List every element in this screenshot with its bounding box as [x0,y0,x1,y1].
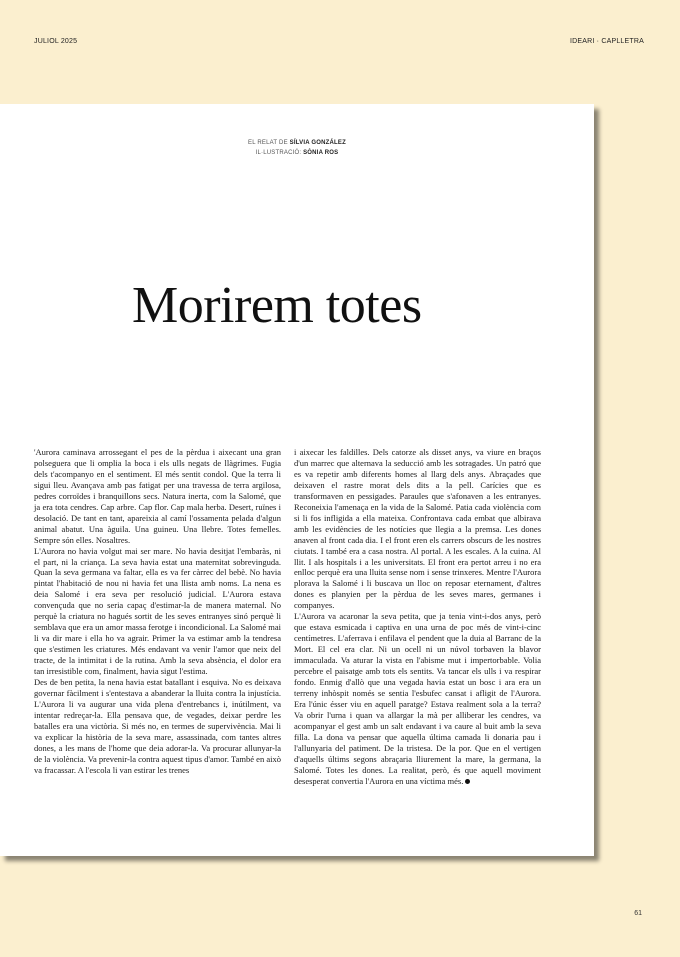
illustrator-credit [0,148,594,158]
credits [0,138,594,158]
article-card [0,104,594,856]
body-column-1 [34,447,281,776]
illustrator-label: IL·LUSTRACIÓ: [255,150,304,156]
paragraph [294,611,541,786]
author-label: EL RELAT DE [248,140,290,146]
header-section: IDEARI · CAPLLETRA [569,38,644,45]
paragraph: L'Aurora no havia volgut mai ser mare. No havia desitjat l'embaràs, ni el part, ni la criança. La seva havia estat una maternitat sobrevinguda. Quan la seva germana va faltar, ella es va fer càrrec del bebè. No havia pintat l'habitació de nou ni havia fet una llista amb noms. La nena es deia Salomé i era seva per resolució judicial. L'Aurora estava convençuda que no seria capaç d'estimar-la de manera maternal. No perquè la criatura no hagués sortit de les seves entranyes sinó perquè li semblava que era un amor massa ferotge i incondicional. La Salomé mai li va dir mare i ella ho va agrair. Primer la va estimar amb la tendresa que s'estimen les criatures. Més endavant va venir l'amor que neix del tracte, de la intimitat i de la rutina. Amb la seva absència, el dolor era tan irresistible com, finalment, havia sigut l'estima. [34,545,281,677]
illustrator-name: SÒNIA ROS [303,150,339,156]
body-column-2 [294,447,541,787]
paragraph-text: L'Aurora va acaronar la seva petita, que ja tenia vint-i-dos anys, però que estava esmicada i captiva en una urna de poc més de vint-i-cinc centímetres. L'aferrava i enfilava el pendent que la duia al Barranc de la Mort. El cel era clar. Ni un ocell ni un núvol torbaven la blavor immaculada. Va aturar la vista en l'abisme mut i impertorbable. Volia percebre el paisatge amb tots els sentits. Va tancar els ulls i va respirar fondo. Enmig d'allò que una vegada havia estat un bosc i ara era un terreny inhòspit només se sentia l'esbufec cansat i afligit de l'Aurora. Era l'únic ésser viu en aquell paratge? Estava realment sola a la terra? Va obrir l'urna i quan va allargar la mà per alliberar les cendres, va acompanyar el gest amb un salt endavant i va caure al buit amb la seva filla. La dona va pensar que aquella última camada li donaria pau i l'allunyaria del patiment. De la tristesa. De la por. Que en el vertigen d'aquells últims segons abraçaria lliurement la mare, la germana, la Salomé. Totes les dones. La realitat, però, és que aquell moviment desesperat convertia l'Aurora en una víctima més. [294,611,541,786]
paragraph: 'Aurora caminava arrossegant el pes de la pèrdua i aixecant una gran polseguera que li omplia la boca i els ulls negats de llàgrimes. Fugia dels t'acompanyo en el sentiment. El més sentit condol. Que la terra li sigui lleu. Avançava amb pas fatigat per una travessa de terra argilosa, pedres corroïdes i branquillons secs. Natura inerta, com la Salomé, que ja era tota cendres. Cap arbre. Cap flor. Cap mala herba. Desert, ruïnes i desolació. De tant en tant, apareixia al camí l'ossamenta pelada d'algun animal abatut. Una àguila. Una guineu. Una llebre. Totes femelles. Sempre són elles. Nosaltres. [34,447,281,545]
article-title: Morirem totes [132,277,422,334]
author-credit [0,138,594,148]
author-name: SÍLVIA GONZÁLEZ [289,140,346,146]
page-number: 61 [634,910,642,917]
paragraph: Des de ben petita, la nena havia estat batallant i esquiva. No es deixava governar fàcilment i s'entestava a abanderar la lluita contra la injustícia. L'Aurora li va augurar una vida plena d'entrebancs i, inútilment, va intentar redreçar-la. Ella pensava que, de vegades, deixar perdre les batalles era una victòria. Si més no, en termes de supervivència. Mai li va explicar la història de la seva mare, assassinada, com tantes altres dones, a les mans de l'home que deia adorar-la. Va procurar allunyar-la de la violència. Va prevenir-la contra aquest tipus d'amor. També en això va fracassar. A l'escola li van estirar les trenes [34,677,281,775]
end-mark-icon [465,779,470,784]
paragraph: i aixecar les faldilles. Dels catorze als disset anys, va viure en braços d'un marrec que alternava la seducció amb les sotragades. Un patró que es va repetir amb diferents homes al llarg dels anys. Abraçades que deixaven el rastre morat dels dits a la pell. Carícies que es transformaven en pessigades. Paraules que s'afonaven a les entranyes. Reconeixia l'amenaça en la vida de la Salomé. Patia cada violència com si li fos infligida a ella mateixa. Confrontava cada embat que albirava amb les evidències de les notícies que llegia a la premsa. Les dones anaven al front cada dia. I el front eren els carrers obscurs de les nostres ciutats. I també era a casa nostra. Al portal. A les escales. A la cuina. Al llit. I als hospitals i a les universitats. El front era pertot arreu i no era enlloc perquè era una lluita sense nom i sense trinxeres. Mentre l'Aurora plorava la Salomé i li buscava un lloc on reposar eternament, d'altres dones es planyien per la pèrdua de les seves mares, germanes i companyes. [294,447,541,611]
header-date: JULIOL 2025 [34,38,78,45]
